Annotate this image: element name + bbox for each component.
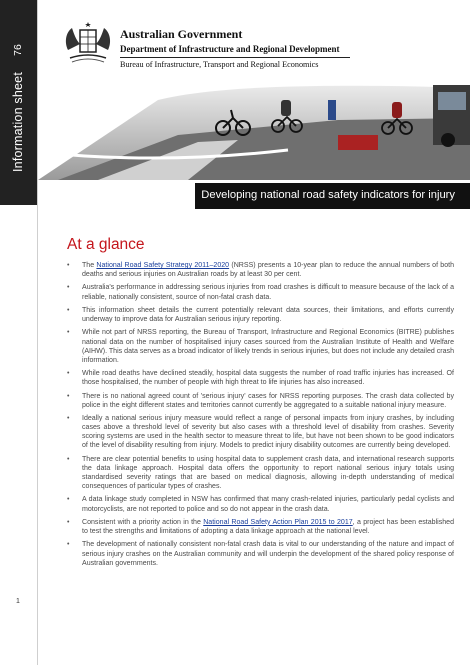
bureau-title: Bureau of Infrastructure, Transport and Regional Economics (120, 60, 319, 69)
document-title: Developing national road safety indicators for injury (201, 189, 455, 201)
bullet-text: Ideally a national serious injury measure would reflect a range of personal impacts from injury crashes, by including cases above a threshold level of severity but also cases with a threshold level of disability from crashes. Severity scoring systems are used in the health sector to measure threat to life, but have not been shown to be good indicators of the level of disability resulting from injury. Models to predict injury disability outcomes are currently being developed. (82, 415, 454, 450)
bullet-dot-icon: • (67, 262, 70, 269)
section-heading: At a glance (67, 236, 145, 253)
bullet-item (67, 328, 454, 364)
bullet-text: A data linkage study completed in NSW has confirmed that many crash-related injuries, particularly pedal cyclists and motorcyclists, are not reported to police and so do not appear in the crash data. (82, 496, 454, 513)
bullet-text: There are clear potential benefits to using hospital data to supplement crash data, and international research supports the data linkage approach. Hospital data offers the opportunity to report national serious injury totals using standardised severity ratings that are based on medical diagnosis, allowing in-depth understanding of medical consequences of particular types of crashes. (82, 455, 454, 491)
action-plan-link[interactable]: National Road Safety Action Plan 2015 to 2017 (203, 518, 353, 526)
bullet-dot-icon: • (67, 496, 70, 504)
bullet-list (67, 261, 454, 572)
bullet-item (67, 495, 454, 513)
header (60, 20, 460, 80)
bullet-text: While not part of NRSS reporting, the Bureau of Transport, Infrastructure and Regional Economics (BITRE) publishes national data on the number of hospitalised injury cases sourced from the Australian Institute of Health and Welfare (AIHW). This data serves as a broad indicator of likely trends in serious injuries, but does not include any detailed crash information. (82, 329, 454, 364)
bullet-item (67, 392, 454, 410)
coat-of-arms-icon (60, 20, 116, 66)
bullet-item (67, 283, 454, 301)
bullet-text: The (82, 262, 97, 269)
bullet-dot-icon: • (67, 370, 70, 378)
sidebar (0, 0, 37, 665)
bullet-text: Australia's performance in addressing serious injuries from road crashes is difficult to measure because of the lack of a reliable, nationally consistent, source of non-fatal crash data. (82, 284, 454, 301)
bullet-dot-icon: • (67, 392, 70, 400)
bullet-item (67, 306, 454, 324)
bullet-item (67, 414, 454, 450)
bullet-text: There is no national agreed count of 'serious injury' cases for NRSS reporting purposes. The crash data collected by police in the eight different states and territories cannot currently be aggregated to a suitable national injury measure. (82, 392, 454, 409)
bullet-dot-icon: • (67, 518, 70, 526)
bullet-dot-icon: • (67, 329, 70, 337)
bullet-item (67, 369, 454, 387)
bullet-item (67, 261, 454, 279)
bullet-dot-icon: • (67, 284, 70, 292)
nrss-link[interactable]: National Road Safety Strategy 2011–2020 (96, 262, 230, 269)
bullet-text: The development of nationally consistent non-fatal crash data is vital to our understanding of the nature and impact of serious injury crashes on the Australian community and will underpin the development of the shared policy response of Australian governments. (82, 541, 454, 567)
bullet-text: This information sheet details the current potentially relevant data sources, their limitations, and efforts currently underway to improve data for Australian serious injury reporting. (82, 306, 454, 324)
bullet-dot-icon: • (67, 455, 70, 463)
bullet-text: (NRSS) presents a 10-year plan to reduce the annual numbers of both deaths and serious injuries on Australian roads by at least 30 per cent. (82, 262, 454, 279)
department-title: Department of Infrastructure and Regional Development (120, 44, 340, 54)
bullet-item (67, 455, 454, 491)
sheet-label: Information sheet (11, 72, 25, 172)
bullet-text: While road deaths have declined steadily, hospital data suggests the number of road traffic injuries has increased. Of those hospitalised, the number of people with high threat to life injuries has also increased. (82, 370, 454, 387)
page-number: 1 (16, 598, 20, 605)
bullet-item (67, 518, 454, 536)
bullet-dot-icon: • (67, 415, 70, 423)
bullet-item (67, 540, 454, 567)
document-title-bar (195, 183, 470, 209)
government-title: Australian Government (120, 27, 243, 41)
department-rule (120, 57, 350, 58)
sheet-number: 76 (12, 44, 24, 56)
bullet-text: , a project has been established to test the strengths and limitations of adopting a data linkage approach at the national level. (82, 518, 454, 536)
bullet-text: Consistent with a priority action in the (82, 518, 204, 526)
bullet-dot-icon: • (67, 306, 70, 314)
bullet-dot-icon: • (67, 541, 70, 549)
banner-image (38, 80, 470, 180)
